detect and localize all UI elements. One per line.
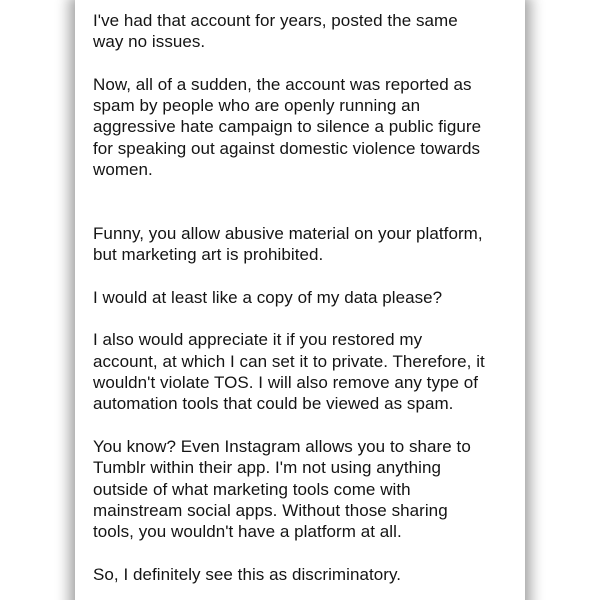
paragraph-instagram-comparison: You know? Even Instagram allows you to share to Tumblr within their app. I'm not using anything outside of what marketing tools come with mainstream social apps. Without those sharing tools, you wouldn't have a platform at all. [93, 436, 471, 542]
paragraph-spacer [93, 415, 513, 436]
paragraph-spacer [93, 180, 513, 223]
paragraph-restore-request: I also would appreciate it if you restored my account, at which I can set it to private. Therefore, it wouldn't violate TOS. I will also remove any type of automation tools that could be viewed as spam. [93, 330, 485, 414]
paragraph-spacer [93, 53, 513, 74]
paragraph-abusive-material: Funny, you allow abusive material on your platform, but marketing art is prohibited. [93, 223, 483, 265]
paragraph-conclusion: So, I definitely see this as discriminatory. [93, 564, 402, 584]
paragraph-spacer [93, 542, 513, 563]
paragraph-data-request: I would at least like a copy of my data please? [93, 287, 443, 307]
message-body [93, 10, 513, 585]
paragraph-spacer [93, 308, 513, 329]
paragraph-account-history: I've had that account for years, posted the same way no issues. [93, 11, 458, 52]
paragraph-spacer [93, 266, 513, 287]
paragraph-spam-report: Now, all of a sudden, the account was reported as spam by people who are openly running an aggressive hate campaign to silence a public figure for speaking out against domestic violence towards women. [93, 74, 482, 180]
